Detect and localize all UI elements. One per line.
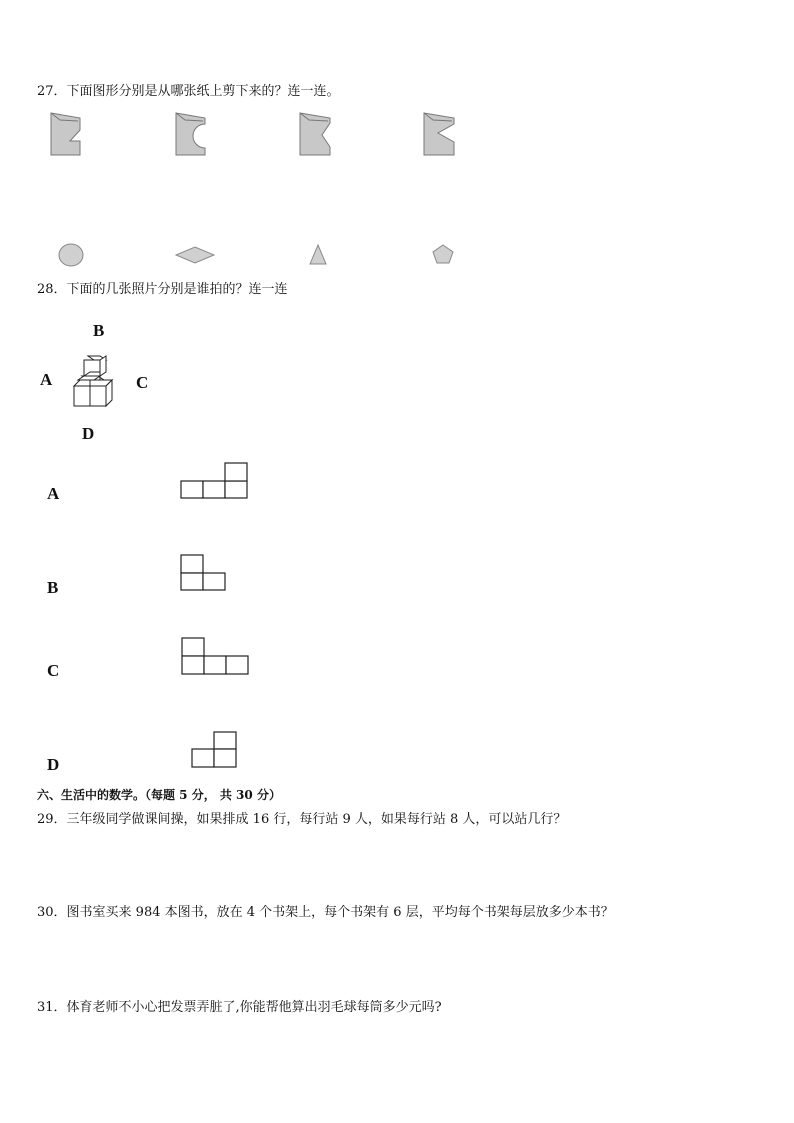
question-29: 29．三年级同学做课间操，如果排成 16 行，每行站 9 人，如果每行站 8 人，可以站几行？ [37,812,567,827]
view-a-grid [181,463,247,498]
view-c-grid [182,638,248,674]
view-d-grid [192,732,236,767]
view-b-grid [181,555,225,590]
label-c-right: C [136,373,149,392]
view-label-c: C [47,661,60,680]
question-28: 28．下面的几张照片分别是谁拍的？连一连 [37,282,288,297]
label-b-top: B [93,321,105,340]
question-31: 31．体育老师不小心把发票弄脏了,你能帮他算出羽毛球每筒多少元吗? [37,1000,442,1015]
section-6-title: 六、生活中的数学。（每题 5 分， 共 30 分） [37,788,281,802]
label-d-bottom: D [82,424,95,443]
question-30: 30．图书室买来 984 本图书，放在 4 个书架上，每个书架有 6 层，平均每个书架每层放多少本书？ [37,905,614,920]
view-label-b: B [47,578,59,597]
view-label-d: D [47,755,60,774]
question-27: 27．下面图形分别是从哪张纸上剪下来的？连一连。 [37,84,340,99]
label-a-left: A [40,370,53,389]
view-label-a: A [47,484,60,503]
